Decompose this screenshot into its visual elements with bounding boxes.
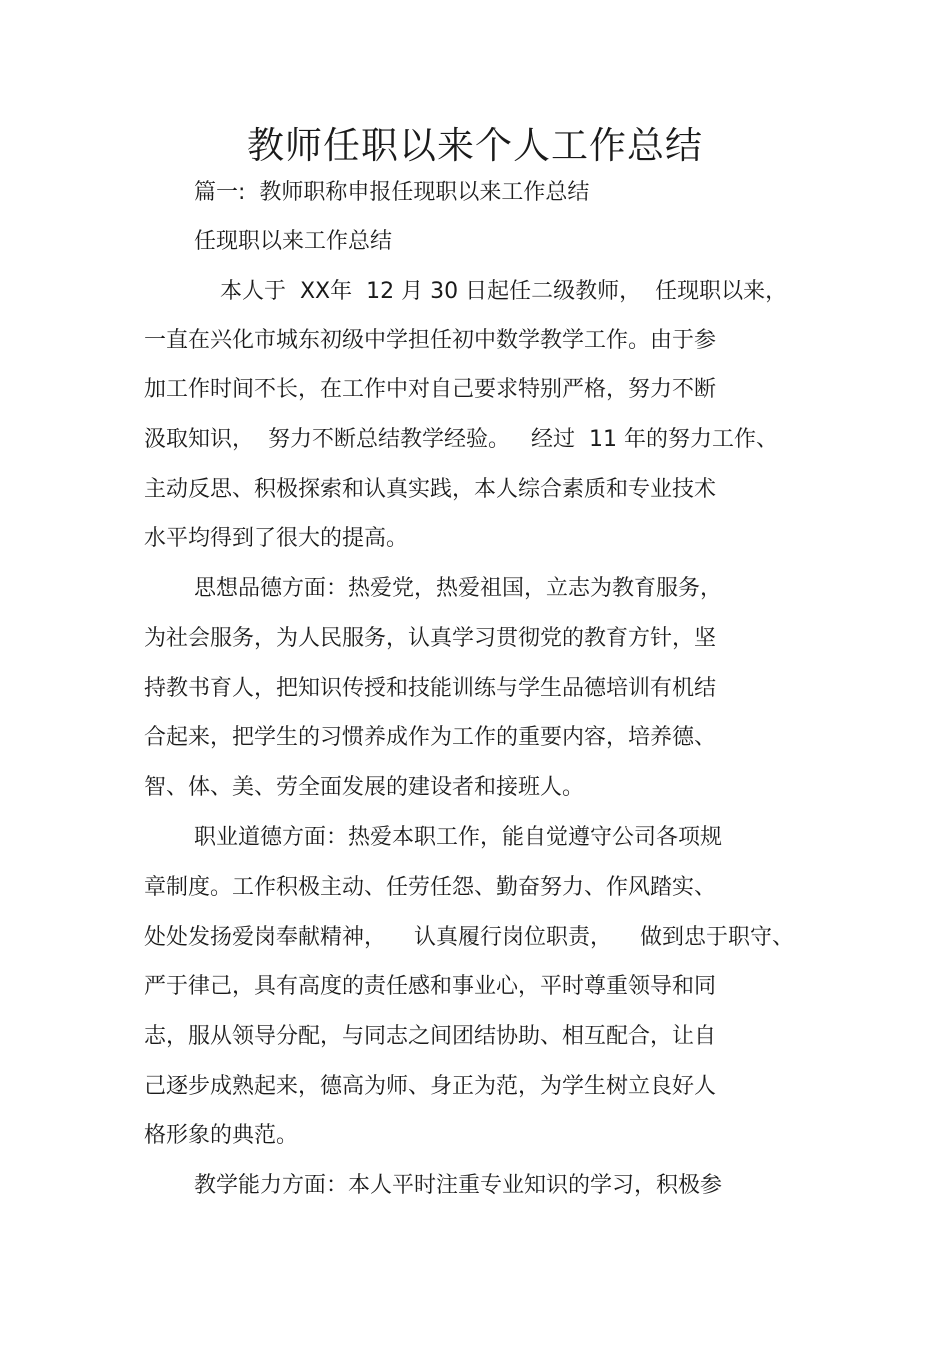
paragraph-line: 合起来，把学生的习惯养成作为工作的重要内容，培养德、 [144, 725, 717, 750]
paragraph-line: 教学能力方面：本人平时注重专业知识的学习，积极参 [194, 1173, 723, 1198]
subtitle-line: 篇一: 教师职称申报任现职以来工作总结 [194, 180, 590, 205]
paragraph-line: 持教书育人，把知识传授和技能训练与学生品德培训有机结 [144, 676, 717, 701]
paragraph-line: 职业道德方面：热爱本职工作，能自觉遵守公司各项规 [194, 825, 723, 850]
paragraph-line: 己逐步成熟起来，德高为师、身正为范，为学生树立良好人 [144, 1074, 717, 1099]
paragraph-line: 一直在兴化市城东初级中学担任初中数学教学工作。由于参 [144, 328, 717, 353]
paragraph-line: 思想品德方面：热爱党，热爱祖国，立志为教育服务， [194, 576, 723, 601]
paragraph-line: 加工作时间不长，在工作中对自己要求特别严格，努力不断 [144, 377, 717, 402]
paragraph-line: 为社会服务，为人民服务，认真学习贯彻党的教育方针，坚 [144, 626, 717, 651]
document-title: 教师任职以来个人工作总结 [247, 124, 703, 167]
paragraph-line: 水平均得到了很大的提高。 [144, 526, 409, 551]
paragraph-line: 严于律己，具有高度的责任感和事业心，平时尊重领导和同 [144, 974, 717, 999]
paragraph-line: 志，服从领导分配，与同志之间团结协助、相互配合，让自 [144, 1024, 717, 1049]
paragraph-line: 本人于 XX年 12 月 30 日起任二级教师， 任现职以来， [220, 279, 788, 304]
paragraph-line: 汲取知识， 努力不断总结教学经验。 经过 11 年的努力工作、 [144, 427, 778, 452]
section-heading-line: 任现职以来工作总结 [194, 229, 393, 254]
paragraph-line: 章制度。工作积极主动、任劳任怨、勤奋努力、作风踏实、 [144, 875, 717, 900]
paragraph-line: 主动反思、积极探索和认真实践，本人综合素质和专业技术 [144, 477, 717, 502]
paragraph-line: 格形象的典范。 [144, 1123, 299, 1148]
paragraph-line: 处处发扬爱岗奉献精神， 认真履行岗位职责， 做到忠于职守、 [144, 925, 794, 950]
paragraph-line: 智、体、美、劳全面发展的建设者和接班人。 [144, 775, 585, 800]
